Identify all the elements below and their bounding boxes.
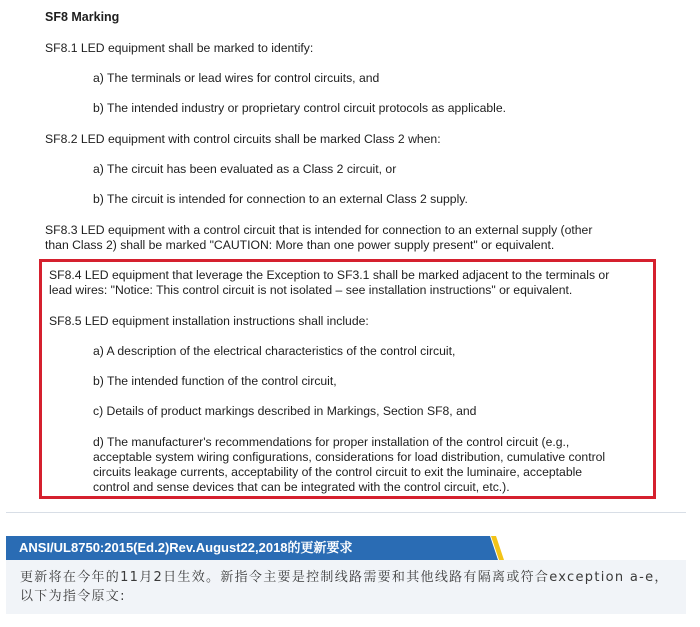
section-banner: ANSI/UL8750:2015(Ed.2)Rev.August22,2018的更新要求 [6,536,486,560]
clause-sf8-5-d-line1: d) The manufacturer's recommendations for proper installation of the control circuit (e.g., [93,435,570,449]
banner-accent-icon [484,536,506,560]
clause-sf8-5-d-line3: circuits leakage currents, acceptability of the control circuit to exit the luminaire, acceptable [93,465,583,479]
clause-sf8-3-line1: SF8.3 LED equipment with a control circuit that is intended for connection to an external supply (other [45,223,593,237]
clause-sf8-5-a: a) A description of the electrical characteristics of the control circuit, [93,344,456,358]
clause-sf8-4-line1: SF8.4 LED equipment that leverage the Exception to SF3.1 shall be marked adjacent to the terminals or [49,268,610,282]
section-title: SF8 Marking [45,10,120,24]
note-text: 更新将在今年的11月2日生效。新指令主要是控制线路需要和其他线路有隔离或符合exception a-e，以下为指令原文: [20,570,669,604]
clause-sf8-5-c: c) Details of product markings described in Markings, Section SF8, and [93,404,477,418]
clause-sf8-1: SF8.1 LED equipment shall be marked to identify: [45,41,314,55]
clause-sf8-5: SF8.5 LED equipment installation instructions shall include: [49,314,369,328]
clause-sf8-1-b: b) The intended industry or proprietary control circuit protocols as applicable. [93,101,507,115]
clause-sf8-2: SF8.2 LED equipment with control circuits shall be marked Class 2 when: [45,132,441,146]
divider [6,512,686,513]
clause-sf8-5-d-line4: control and sense devices that can be integrated with the control circuit, etc.). [93,480,510,494]
clause-sf8-2-b: b) The circuit is intended for connection to an external Class 2 supply. [93,192,468,206]
clause-sf8-3-line2: than Class 2) shall be marked "CAUTION: More than one power supply present" or equivalent. [45,238,555,252]
clause-sf8-5-d-line2: acceptable system wiring configurations, considerations for load distribution, cumulative control [93,450,606,464]
clause-sf8-4-line2: lead wires: "Notice: This control circuit is not isolated – see installation instructions" or equivalent. [49,283,573,297]
clause-sf8-5-b: b) The intended function of the control circuit, [93,374,337,388]
clause-sf8-1-a: a) The terminals or lead wires for control circuits, and [93,71,380,85]
clause-sf8-2-a: a) The circuit has been evaluated as a Class 2 circuit, or [93,162,397,176]
